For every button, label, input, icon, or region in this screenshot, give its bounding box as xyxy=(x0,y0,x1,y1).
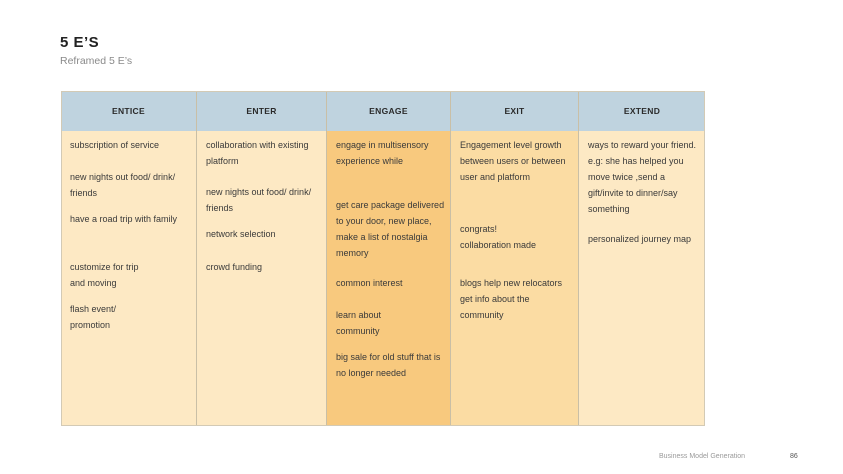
note: crowd funding xyxy=(206,262,263,272)
note: learn about community xyxy=(336,310,382,336)
column-header-engage: ENGAGE xyxy=(327,91,450,131)
column-extend xyxy=(578,91,705,426)
note: flash event/ promotion xyxy=(70,304,117,330)
column-header-entice: ENTICE xyxy=(61,91,196,131)
column-body-enter xyxy=(197,131,326,426)
note: ways to reward your friend. e.g: she has helped you move twice ,send a gift/invite to dinner/say something xyxy=(588,140,697,214)
note: collaboration with existing platform xyxy=(206,140,309,166)
column-entice xyxy=(61,91,196,426)
note: new nights out food/ drink/ friends xyxy=(70,172,176,198)
note: engage in multisensory experience while xyxy=(336,140,429,166)
footer-source: Business Model Generation xyxy=(659,453,745,460)
slide-title: 5 E’S xyxy=(60,34,100,51)
note: get care package delivered to your door, new place, make a list of nostalgia memory xyxy=(336,200,445,258)
note: personalized journey map xyxy=(588,234,692,244)
note: congrats! collaboration made xyxy=(460,224,537,250)
column-enter xyxy=(196,91,326,426)
note: subscription of service xyxy=(70,140,160,150)
column-body-engage xyxy=(327,131,450,426)
note: blogs help new relocators get info about the community xyxy=(460,278,563,320)
note: big sale for old stuff that is no longer needed xyxy=(336,352,441,378)
column-body-extend xyxy=(579,131,705,426)
column-engage xyxy=(326,91,450,426)
column-header-extend: EXTEND xyxy=(579,91,705,131)
note: customize for trip and moving xyxy=(70,262,139,288)
slide-subtitle: Reframed 5 E’s xyxy=(60,55,133,67)
column-body-exit xyxy=(451,131,578,426)
note: common interest xyxy=(336,278,403,288)
column-body-entice xyxy=(61,131,196,426)
note: Engagement level growth between users or between user and platform xyxy=(460,140,566,182)
page-number: 86 xyxy=(790,453,798,460)
five-es-board xyxy=(61,91,705,426)
note: have a road trip with family xyxy=(70,214,178,224)
note: new nights out food/ drink/ friends xyxy=(206,187,312,213)
column-exit xyxy=(450,91,578,426)
column-header-enter: ENTER xyxy=(197,91,326,131)
note: network selection xyxy=(206,229,276,239)
column-header-exit: EXIT xyxy=(451,91,578,131)
